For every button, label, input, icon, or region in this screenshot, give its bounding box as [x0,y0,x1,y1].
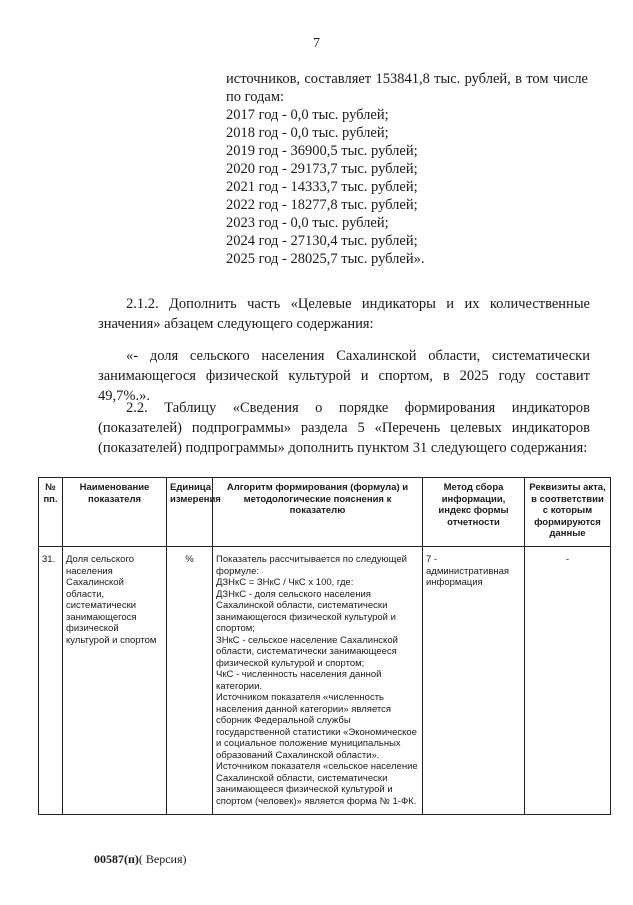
budget-block [226,70,588,268]
paragraph-2-1-2 [98,294,590,334]
header-method: Метод сбора информации, индекс формы отчетности [423,478,525,547]
budget-year-line: 2020 год - 29173,7 тыс. рублей; [226,161,418,177]
header-unit: Единица измерения [167,478,213,547]
budget-year-line: 2024 год - 27130,4 тыс. рублей; [226,233,418,249]
page-number: 7 [313,36,320,51]
budget-year-line: 2017 год - 0,0 тыс. рублей; [226,107,389,123]
budget-year-line: 2021 год - 14333,7 тыс. рублей; [226,179,418,195]
document-code: 00587(п) [94,852,139,866]
budget-year-line: 2018 год - 0,0 тыс. рублей; [226,125,389,141]
algorithm-line: Показатель рассчитывается по следующей формуле: [216,554,407,577]
budget-intro: источников, составляет 153841,8 тыс. рублей, в том числе по годам: [226,71,588,105]
cell-name: Доля сельского населения Сахалинской области, систематически занимающегося физической культурой и спортом [63,547,167,815]
paragraph-text: 2.2. Таблицу «Сведения о порядке формирования индикаторов (показателей) подпрограммы» раздела 5 «Перечень целевых индикаторов (показателей) подпрограммы» дополнить пунктом 31 следующего содержания: [98,400,590,456]
paragraph-2-2 [98,398,590,458]
cell-num: 31. [39,547,63,815]
document-version: ( Версия) [138,852,187,866]
paragraph-text: «- доля сельского населения Сахалинской области, систематически занимающегося физической культурой и спортом, в 2025 году составит 49,7%.». [98,348,590,404]
cell-requisites: - [525,547,611,815]
paragraph-text: 2.1.2. Дополнить часть «Целевые индикаторы и их количественные значения» абзацем следующего содержания: [98,296,590,332]
budget-year-line: 2023 год - 0,0 тыс. рублей; [226,215,389,231]
cell-algorithm [213,547,423,815]
budget-year-line: 2019 год - 36900,5 тыс. рублей; [226,143,418,159]
algorithm-line: Источником показателя «численность населения данной категории» является сборник Федеральной службы государственной статистики «Экономическое и социальное положение муниципальных образований Сахалинской области». [216,692,417,761]
budget-year-line: 2025 год - 28025,7 тыс. рублей». [226,251,425,267]
paragraph-indicator-quote [98,346,590,406]
algorithm-line: ЧкС - численность населения данной категории. [216,669,382,692]
table-header-row [39,478,611,547]
algorithm-line: Источником показателя «сельское население Сахалинской области, систематически занимающееся физической культурой и спортом (человек)» является форма № 1-ФК. [216,761,418,807]
cell-unit: % [167,547,213,815]
cell-method: 7 - административная информация [423,547,525,815]
budget-year-line: 2022 год - 18277,8 тыс. рублей; [226,197,418,213]
table-row [39,547,611,815]
header-algorithm: Алгоритм формирования (формула) и методологические пояснения к показателю [213,478,423,547]
header-num: № пп. [39,478,63,547]
algorithm-line: ДЗНкС - доля сельского населения Сахалинской области, систематически занимающегося физической культурой и спортом; [216,588,396,634]
algorithm-line: ЗНкС - сельское население Сахалинской области, систематически занимающееся физической культурой и спортом; [216,634,398,669]
indicators-table [38,477,610,815]
header-name: Наименование показателя [63,478,167,547]
document-footer [94,852,187,867]
algorithm-formula: ДЗНкС = ЗНкС / ЧкС х 100, где: [216,577,354,588]
header-requisites: Реквизиты акта, в соответствии с которым формируются данные [525,478,611,547]
